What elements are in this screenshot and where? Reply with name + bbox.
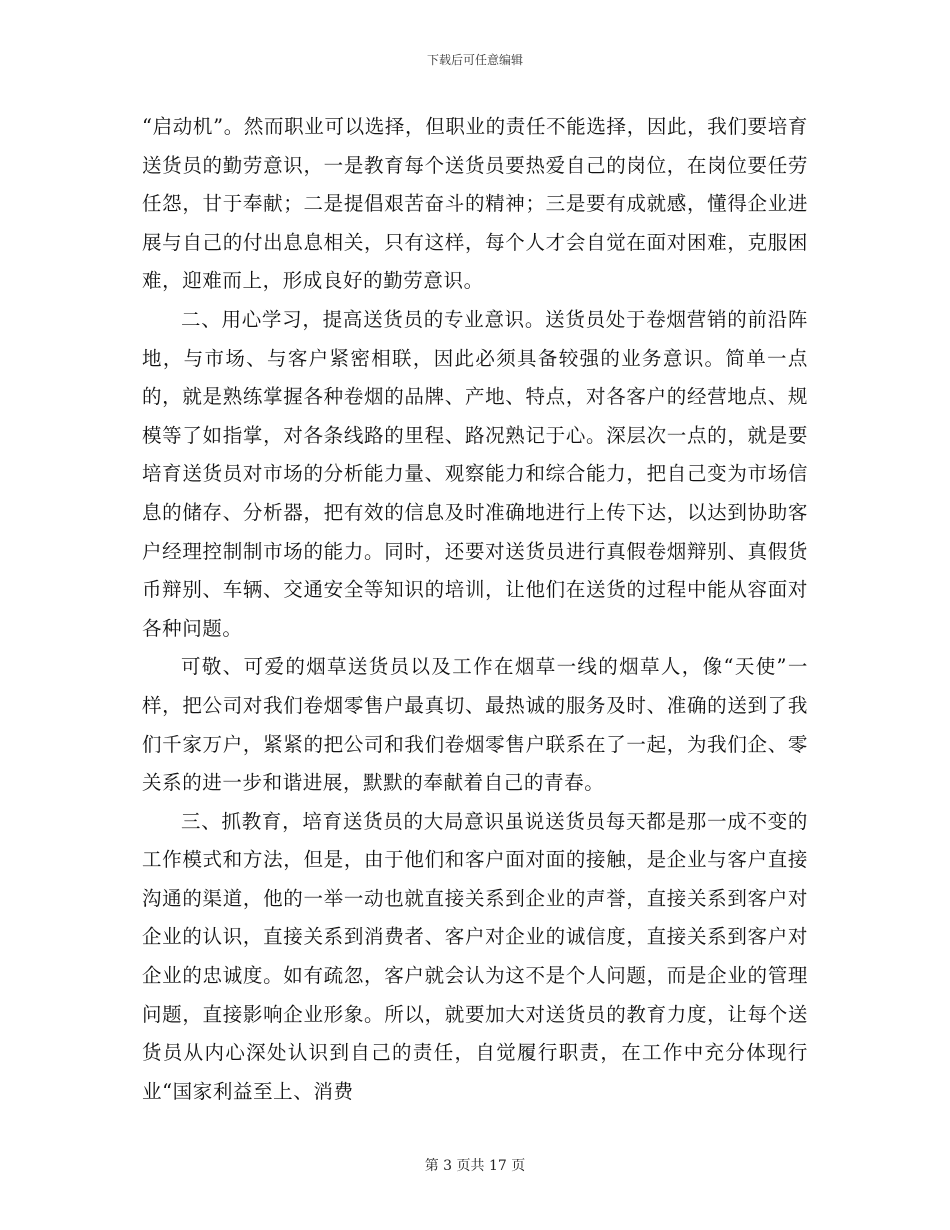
paragraph-2: 二、用心学习，提高送货员的专业意识。送货员处于卷烟营销的前沿阵地，与市场、与客户紧密相联，因此必须具备较强的业务意识。简单一点的，就是熟练掌握各种卷烟的品牌、产地、特点，对各客户的经营地点、规模等了如指掌，对各条线路的里程、路况熟记于心。深层次一点的，就是要培育送货员对市场的分析能力量、观察能力和综合能力，把自己变为市场信息的储存、分析器，把有效的信息及时准确地进行上传下达，以达到协助客户经理控制制市场的能力。同时，还要对送货员进行真假卷烟辩别、真假货币辩别、车辆、交通安全等知识的培训，让他们在送货的过程中能从容面对各种问题。 bbox=[142, 307, 808, 640]
document-body bbox=[142, 108, 808, 1111]
paragraph-3: 可敬、可爱的烟草送货员以及工作在烟草一线的烟草人，像“天使”一样，把公司对我们卷烟零售户最真切、最热诚的服务及时、准确的送到了我们千家万户，紧紧的把公司和我们卷烟零售户联系在了一起，为我们企、零关系的进一步和谐进展，默默的奉献着自己的青春。 bbox=[142, 655, 808, 795]
paragraph-4: 三、抓教育，培育送货员的大局意识虽说送货员每天都是那一成不变的工作模式和方法，但是，由于他们和客户面对面的接触，是企业与客户直接沟通的渠道，他的一举一动也就直接关系到企业的声誉，直接关系到客户对企业的认识，直接关系到消费者、客户对企业的诚信度，直接关系到客户对企业的忠诚度。如有疏忽，客户就会认为这不是个人问题，而是企业的管理问题，直接影响企业形象。所以，就要加大对送货员的教育力度，让每个送货员从内心深处认识到自己的责任，自觉履行职责，在工作中充分体现行业“国家利益至上、消费 bbox=[142, 809, 808, 1103]
page-number-footer: 第 3 页共 17 页 bbox=[424, 1158, 526, 1174]
paragraph-1: “启动机”。然而职业可以选择，但职业的责任不能选择，因此，我们要培育送货员的勤劳意识，一是教育每个送货员要热爱自己的岗位，在岗位要任劳任怨，甘于奉献；二是提倡艰苦奋斗的精神；三是要有成就感，懂得企业进展与自己的付出息息相关，只有这样，每个人才会自觉在面对困难，克服困难，迎难而上，形成良好的勤劳意识。 bbox=[142, 115, 808, 293]
page-header: 下载后可任意编辑 bbox=[426, 53, 523, 67]
